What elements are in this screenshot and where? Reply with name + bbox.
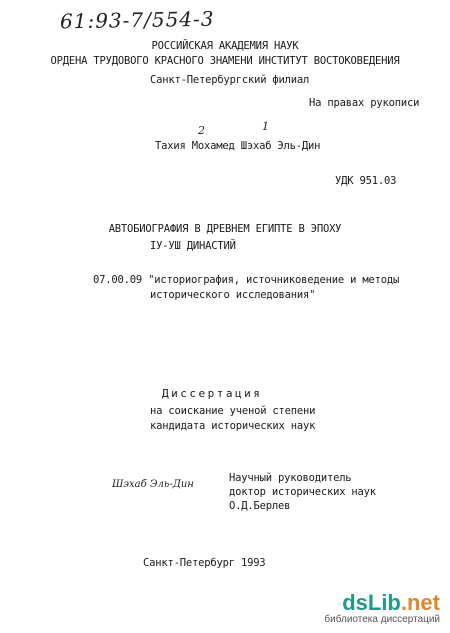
dslib-logo [324, 592, 440, 614]
header-academy: РОССИЙСКАЯ АКАДЕМИЯ НАУК [151, 40, 299, 52]
dissertation-title-line2: IУ-УШ ДИНАСТИЙ [150, 240, 236, 252]
author-signature: Шэхаб Эль-Дин [112, 479, 194, 490]
dissertation-title-line1: АВТОБИОГРАФИЯ В ДРЕВНЕМ ЕГИПТЕ В ЭПОХУ [108, 223, 342, 235]
place-and-year: Санкт-Петербург 1993 [143, 557, 266, 569]
dslib-logo-domain: .net [400, 590, 440, 615]
header-institute: ОРДЕНА ТРУДОВОГО КРАСНОГО ЗНАМЕНИ ИНСТИТУТ ВОСТОКОВЕДЕНИЯ [50, 55, 400, 67]
dissertation-degree-line2: кандидата исторических наук [150, 420, 316, 432]
dslib-caption: библиотека диссертаций [324, 614, 440, 625]
archive-stamp-code: 61:93-7/554-3 [59, 6, 215, 34]
supervisor-name: О.Д.Берлев [229, 500, 291, 512]
author-marker-1: 1 [262, 120, 269, 133]
dslib-watermark[interactable] [324, 592, 440, 625]
supervisor-degree: доктор исторических наук [229, 486, 376, 498]
dissertation-degree-line1: на соискание ученой степени [150, 405, 316, 417]
author-name: Тахия Мохамед Шэхаб Эль-Дин [155, 140, 321, 152]
rights-note: На правах рукописи [309, 97, 420, 109]
header-branch: Санкт-Петербургский филиал [150, 74, 310, 86]
specialty-line2: исторического исследования" [150, 289, 316, 301]
udk-code: УДК 951.03 [335, 175, 397, 187]
dissertation-heading: Диссертация [162, 387, 263, 400]
supervisor-label: Научный руководитель [229, 472, 352, 484]
dslib-logo-main: dsLib [342, 590, 401, 615]
specialty-line1: 07.00.09 "историография, источниковедение и методы [93, 274, 400, 286]
author-marker-2: 2 [198, 124, 205, 137]
